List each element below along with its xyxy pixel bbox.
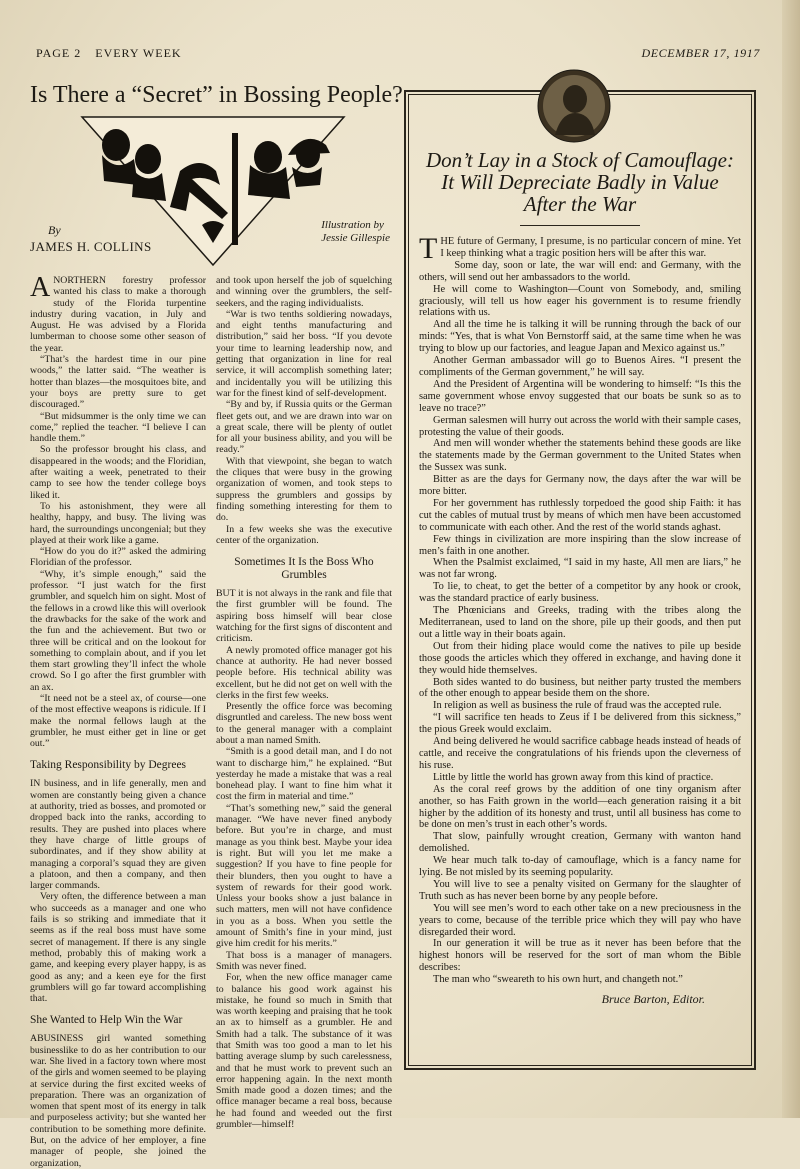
subheading: Sometimes It Is the Boss Who Grumbles <box>234 556 374 582</box>
paragraph: ABUSINESS girl wanted something businesslike to do as her contribution to our war. She lived in a factory town where most of the girls and women seemed to be playing at service during the first excited weeks of preparation. There was an organization of women that spent most of its energy in talk and purposeless activity; but she wanted her contribution to be something more definite. But, on the advice of her employer, a fine manager of people, she joined the organization, <box>30 1033 206 1169</box>
paragraph: BUT it is not always in the rank and file that the first grumbler will be found. The aspiring boss himself will bear close watching for the first signs of discontent and criticism. <box>216 588 392 645</box>
paragraph: “How do you do it?” asked the admiring Floridian of the professor. <box>30 546 206 569</box>
editorial-paragraph: In religion as well as business the rule of fraud was the accepted rule. <box>433 700 722 712</box>
portrait-medallion-icon <box>537 69 611 143</box>
paragraph: A newly promoted office manager got his chance at authority. He had never bossed people before. His technical ability was excellent, but he did not get on well with the clerks in the first few weeks. <box>216 644 392 701</box>
paragraph: Presently the office force was becoming disgruntled and careless. The new boss went to the general manager with a complaint about a man named Smith. <box>216 701 392 746</box>
article-title: Is There a “Secret” in Bossing People? <box>30 82 403 108</box>
subheading: She Wanted to Help Win the War <box>30 1014 183 1027</box>
editorial-paragraph: Bitter as are the days for Germany now, the days after the war will be more bitter. <box>419 474 741 498</box>
byline <box>30 223 152 256</box>
editorial-paragraph: In our generation it will be true as it never has been before that the highest honors will be reserved for the sort of man whom the Bible describes: <box>419 938 741 974</box>
editorial-paragraph: When the Psalmist exclaimed, “I said in my haste, All men are liars,” he was not far wrong. <box>419 557 741 581</box>
paragraph: “By and by, if Russia quits or the German fleet gets out, and we are drawn into war on a great scale, there will be plenty of outlet for all your business ability, and you will be ready.” <box>216 399 392 456</box>
editorial-paragraph: That slow, painfully wrought creation, Germany with wanton hand demolished. <box>419 831 741 855</box>
paragraph: “That’s the hardest time in our pine woods,” the latter said. “The weather is hotter than blazes—the mosquitoes bite, and your boys are pretty sure to get discouraged.” <box>30 354 206 411</box>
editorial-paragraph: For her government has ruthlessly torpedoed the good ship Faith: it has cut the cables of mutual trust by means of which men have been accustomed to communicate with each other. And the rest of the world stands aghast. <box>419 497 741 533</box>
editorial-paragraph: We hear much talk to-day of camouflage, which is a fancy name for lying. Be not misled by its seeming popularity. <box>419 855 741 879</box>
article-illustration-area <box>30 115 392 267</box>
editorial-paragraph: And being delivered he would sacrifice cabbage heads instead of heads of cattle, and receive the congratulations of his friends upon the cleverness of his ruse. <box>419 736 741 771</box>
page-number: PAGE 2 <box>36 46 82 60</box>
editorial-paragraph: He will come to Washington—Count von Somebody, and, smiling graciously, will tell us how eager his government is to resume friendly relations with us. <box>419 283 741 319</box>
editorial-title: Don’t Lay in a Stock of Camouflage: It Will Depreciate Badly in Value After the War <box>426 148 734 216</box>
title-rule <box>520 225 640 226</box>
paragraph: With that viewpoint, she began to watch the cliques that were busy in the growing organization of women, and took steps to suppress the grumblers and gossips by finding something interesting for them to do. <box>216 455 392 524</box>
illustration-credit-line-1: Illustration by <box>321 219 384 231</box>
publication-name: EVERY WEEK <box>95 46 182 60</box>
editorial-paragraph: Little by little the world has grown away from this kind of practice. <box>433 771 714 783</box>
paragraph: “That’s something new,” said the general manager. “We have never fined anybody before. But you’re in charge, and must manage as you think best. Maybe your idea is right. But will you let me make a suggestion? If you have to fine people for their blunders, then you ought to have a system of rewards for their good work. Unless your books show a just balance in such matters, men will not have confidence in you as a boss. When you settle the amount of Smith’s fine in your mind, just give him credit for his merits.” <box>216 802 392 950</box>
issue-date: DECEMBER 17, 1917 <box>641 46 760 60</box>
paragraph: “War is two tenths soldiering nowadays, and eight tenths manufacturing and distribution,” said her boss. “If you devote your time to learning leadership now, and getting that organization in line for real service, it will accomplish something later; and incidentally you will be utilizing this war for the finest kind of self-development. <box>216 308 392 399</box>
article-columns <box>30 272 392 1169</box>
editorial-paragraph: Few things in civilization are more inspiring than the slow increase of men’s faith in one another. <box>419 533 741 557</box>
editorial-paragraph: And all the time he is talking it will be running through the back of our minds: “Yes, that is what Von Bernstorff said, at the same time when he was trying to blow up our factories, and league Japan and Mexico against us.” <box>419 319 741 355</box>
editorial-paragraph: Some day, soon or late, the war will end: and Germany, with the others, will send out her ambassadors to the world. <box>419 259 741 283</box>
paragraph: Very often, the difference between a man who succeeds as a manager and one who fails is so striking and immediate that it seems as if the real boss must have some secret of management. If there is any single method, probably this of making work a game, and keeping every player happy, is as good as any; and a keen eye for the first grumblers will go far toward accomplishing that. <box>30 891 206 1005</box>
editorial-paragraph: And the President of Argentina will be wondering to himself: “Is this the same government whose envoy suggested that our boats be sunk so as to leave no trace?” <box>419 378 741 414</box>
subheading: Taking Responsibility by Degrees <box>30 759 187 772</box>
editor-signature: Bruce Barton, Editor. <box>601 992 705 1007</box>
byline-prefix: By <box>48 223 61 237</box>
running-header <box>36 46 760 61</box>
article-column-1 <box>30 272 206 1169</box>
editorial-paragraph: To lie, to cheat, to get the better of a competitor by any hook or crook, was the standard practice of early business. <box>419 581 741 605</box>
paragraph: “It need not be a steel ax, of course—one of the most effective weapons is ridicule. If I make the normal fellows laugh at the grumbler, he must either get in line or get out.” <box>30 692 206 750</box>
editorial-paragraph: You will live to see a penalty visited on Germany for the slaughter of Truth such as has never been borne by any people before. <box>419 878 741 902</box>
illustration-credit <box>321 219 390 245</box>
paragraph: “Why, it’s simple enough,” said the professor. “I just watch for the first grumbler, and squelch him on sight. Most of the fellows in a crowd like this will overlook the drawbacks for the sake of the work and the fun and the achievement. But two or three will be critical and on the lookout for something to complain about, and if you let them start growling they’ll infect the whole crowd. So I go after the first grumbler with an ax. <box>30 568 206 693</box>
paragraph: In a few weeks she was the executive center of the organization. <box>216 523 392 546</box>
illustration-credit-line-2: Jessie Gillespie <box>321 232 390 244</box>
article-column-2 <box>216 275 392 1169</box>
page-spine-edge <box>782 0 800 1118</box>
paragraph: That boss is a manager of managers. Smith was never fined. <box>216 949 392 972</box>
editorial-paragraph: THE future of Germany, I presume, is no particular concern of mine. Yet I keep thinking what a tragic position hers will be after this war. <box>419 232 741 265</box>
editorial-paragraph: Out from their hiding place would come the natives to pile up beside those goods the articles which they offered in exchange, and having done it they would hide themselves. <box>419 640 741 676</box>
editorial-paragraph: German salesmen will hurry out across the world with their sample cases, protesting the value of their goods. <box>419 414 741 438</box>
author-name: JAMES H. COLLINS <box>30 239 152 254</box>
editorial-paragraph: You will see men’s word to each other take on a new preciousness in the years to come, because of the terrible price which they will pay who have disregarded their word. <box>419 902 741 938</box>
paragraph: and took upon herself the job of squelching and winning over the grumblers, the self-seekers, and the raging individualists. <box>216 275 392 309</box>
paragraph: So the professor brought his class, and disappeared in the woods; and the Floridian, after waiting a week, penetrated to their camp to see how the tender college boys liked it. <box>30 444 206 501</box>
editorial-box <box>404 90 756 1070</box>
editorial-paragraph: As the coral reef grows by the addition of one tiny organism after another, so has Faith grown in the world—each generation raising it a bit higher by the addition of its honesty and trust, until all business has come to be done on men’s trust in each other’s words. <box>419 783 741 831</box>
paragraph: ANORTHERN forestry professor wanted his class to make a thorough study of the Florida turpentine industry during vacation, in July and August. He was advised by a Florida lumberman to choose some other season of the year. <box>30 272 206 354</box>
paragraph: “Smith is a good detail man, and I do not want to discharge him,” he explained. “But yesterday he made a mistake that was a real bonehead play. I want to fine him what it cost the firm in material and time.” <box>216 746 392 803</box>
paragraph: IN business, and in life generally, men and women are constantly being given a chance at authority, tried as bosses, and promoted or dropped back into the ranks, according to results. They are pushed into places where they have charge of little groups of subordinates, and if they show ability at managing a corporal’s squad they are given a platoon, and then a company, and then larger commands. <box>30 778 206 892</box>
editorial-paragraph: The man who “sweareth to his own hurt, and changeth not.” <box>433 974 683 986</box>
paragraph: For, when the new office manager came to balance his good work against his mistake, he found so much in Smith that was worth keeping and praising that he took an ax to himself as a grumbler. He and Smith had a talk. The substance of it was that Smith was too good a man to let his batting average slump by such carelessness, and that he must work to prevent such an error happening again. In the next month Smith made good a dozen times; and the office manager became a real boss, because he had found and weeded out the first grumbler—himself! <box>216 972 392 1131</box>
paragraph: To his astonishment, they were all healthy, happy, and busy. The living was hard, the surroundings uncongenial; but they played at their work like a game. <box>30 500 206 546</box>
editorial-paragraph: “I will sacrifice ten heads to Zeus if I be delivered from this sickness,” the pious Greek would exclaim. <box>419 712 741 736</box>
editorial-paragraph: Another German ambassador will go to Buenos Aires. “I present the compliments of the German government,” he will say. <box>419 355 741 378</box>
editorial-paragraph: And men will wonder whether the statements behind these goods are like the statements made by the German government to the United States when the Sussex was sunk. <box>419 438 741 474</box>
paragraph: “But midsummer is the only time we can come,” replied the teacher. “I believe I can handle them.” <box>30 410 206 445</box>
left-article <box>30 82 403 1169</box>
editorial-body <box>419 232 741 986</box>
editorial-paragraph: Both sides wanted to do business, but neither party trusted the members of the other enough to appear beside them on the shore. <box>419 676 741 700</box>
editorial-paragraph: The Phœnicians and Greeks, trading with the tribes along the Mediterranean, used to land on the shore, pile up their goods, and then put out a little way in their boats again. <box>419 605 741 640</box>
